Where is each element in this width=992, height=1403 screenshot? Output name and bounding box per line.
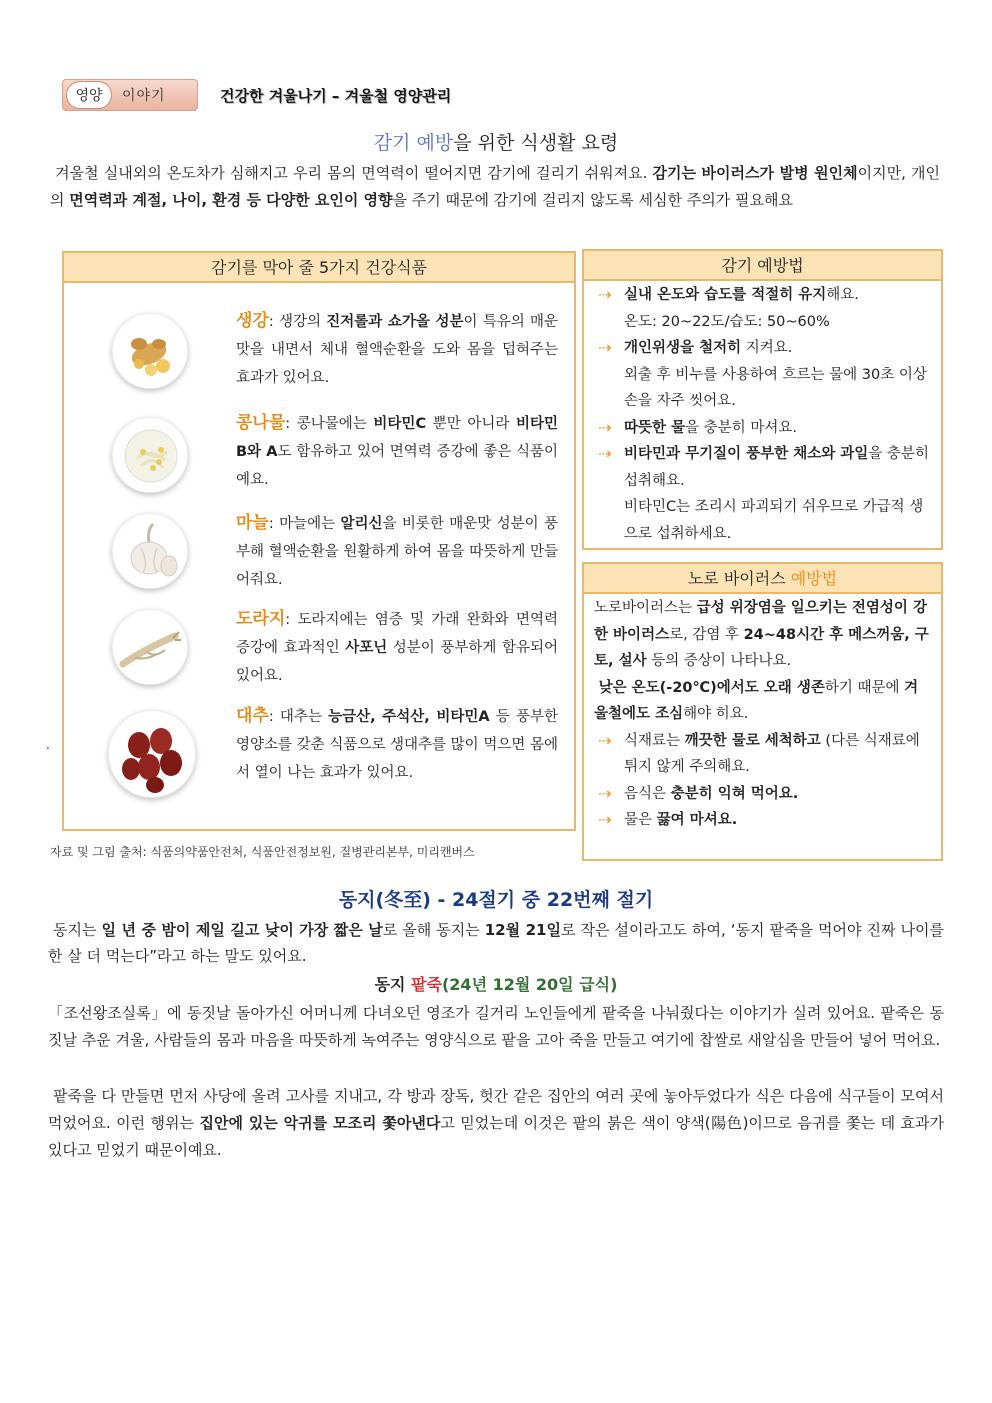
list-item bbox=[594, 335, 931, 362]
jujube-image bbox=[108, 710, 196, 798]
dongji-paragraph bbox=[48, 917, 944, 969]
dongji-text: 동지는 bbox=[53, 921, 102, 939]
list-text: 음식은 bbox=[624, 785, 671, 802]
list-item bbox=[594, 441, 931, 494]
food-text: : 생강의 bbox=[268, 314, 327, 330]
food-text: : 도라지에는 염증 및 가래 완화와 면역력 증강에 효과적인 bbox=[236, 612, 558, 656]
food-text: : 마늘에는 bbox=[268, 516, 341, 532]
noro-text: 해야 히요. bbox=[683, 706, 749, 722]
noro-bold: 24~48시간 후 메스꺼움, 구토, 설사 bbox=[594, 626, 929, 669]
food-text: 등 풍부한 영양소를 갖춘 식품으로 생대추를 많이 먹으면 몸에서 열이 나는 효과가 있어요. bbox=[236, 709, 559, 781]
arrow-right-icon: ⇢ bbox=[598, 285, 612, 304]
arrow-right-icon: ⇢ bbox=[598, 783, 612, 803]
noro-bold: 급성 위장염을 일으키는 전염성이 강한 바이러스 bbox=[594, 600, 927, 643]
nutrition-story-tag bbox=[62, 79, 198, 111]
noro-bold: 겨울철에도 조심 bbox=[594, 679, 919, 722]
bellflower-root-description bbox=[236, 605, 558, 690]
food-item-bean-sprouts bbox=[64, 405, 574, 505]
dongji-bold: 12월 21일 bbox=[484, 921, 561, 939]
food-name-garlic: 마늘 bbox=[236, 513, 269, 533]
ginger-description bbox=[236, 307, 558, 392]
noro-text: 등의 증상이 나타나요. bbox=[646, 653, 792, 669]
garlic-description bbox=[236, 509, 558, 594]
ginger-image bbox=[112, 313, 188, 389]
food-item-garlic bbox=[64, 505, 574, 605]
bean-sprouts-image bbox=[112, 417, 188, 493]
food-text: : 대추는 bbox=[268, 709, 329, 725]
list-item bbox=[594, 728, 931, 781]
food-text: 을 비롯한 매운맛 성분이 풍부해 혈액순환을 원활하게 하여 몸을 따뜻하게 만들어줘요. bbox=[236, 516, 558, 588]
garlic-image bbox=[112, 513, 188, 589]
subsection-title-red-bean-porridge bbox=[0, 972, 992, 995]
bean-sprouts-description bbox=[236, 409, 558, 494]
arrow-right-icon: ⇢ bbox=[598, 730, 612, 750]
noro-heading-a: 노로 바이러스 bbox=[687, 569, 791, 588]
bellflower-root-image bbox=[112, 609, 188, 685]
custom-text: 팥죽을 다 만들면 먼저 사당에 올려 고사를 지내고, 각 방과 장독, 헛간 같은 집안의 여러 곳에 놓아두었다가 식은 다음에 식구들이 모여서 먹었어요. 이런 행위는 bbox=[48, 1087, 944, 1132]
porridge-history-paragraph: 「조선왕조실록」에 동짓날 돌아가신 어머니께 다녀오던 영조가 길거리 노인들에게 팥죽을 나눠줬다는 이야기가 실려 있어요. 팥죽은 동짓날 추운 겨울, 사람들의 몸과 마음을 따뜻하게 녹여주는 영양식으로 팥을 고아 죽을 만들고 여기에 찹쌀로 새알심을 만들어 넣어 먹어요. bbox=[48, 1004, 944, 1049]
dongji-bold: 일 년 중 밤이 제일 길고 낮이 가장 짧은 날 bbox=[101, 921, 383, 939]
noro-bold: 낮은 온도(-20℃)에서도 오래 생존 bbox=[598, 679, 825, 696]
food-bold: 능금산, 주석산, 비타민A bbox=[328, 709, 490, 725]
tag-label-circle: 영양 bbox=[66, 81, 112, 109]
norovirus-box bbox=[582, 562, 943, 861]
list-text: 식재료는 bbox=[624, 732, 685, 749]
title-accent: 감기 예방 bbox=[373, 132, 454, 154]
food-text: : 콩나물에는 bbox=[285, 416, 374, 432]
norovirus-list bbox=[584, 594, 941, 834]
food-text: 뿐만 아니라 bbox=[426, 416, 516, 432]
food-item-jujube bbox=[64, 698, 574, 798]
list-bold: 비타민과 무기질이 풍부한 채소와 과일 bbox=[624, 446, 869, 462]
list-item bbox=[594, 781, 931, 808]
noro-text: 노로바이러스는 bbox=[594, 600, 697, 616]
list-item bbox=[594, 282, 931, 309]
cold-prevention-box bbox=[582, 249, 943, 550]
food-item-ginger bbox=[64, 303, 574, 403]
list-text: 지켜요. bbox=[741, 340, 793, 356]
arrow-right-icon: ⇢ bbox=[598, 417, 612, 437]
intro-bold-2: 면역력과 계절, 나이, 환경 등 다양한 요인이 영향 bbox=[69, 191, 393, 209]
list-item bbox=[594, 807, 931, 834]
header-title: 건강한 겨울나기 – 겨울철 영양관리 bbox=[220, 86, 452, 105]
arrow-right-icon: ⇢ bbox=[598, 810, 612, 829]
food-bold: 사포닌 bbox=[345, 640, 388, 656]
list-bold: 끓여 마셔요. bbox=[656, 812, 738, 828]
sub-title-b: 팥죽 bbox=[411, 975, 442, 994]
noro-text: 로, 감염 후 bbox=[669, 626, 744, 643]
food-name-bellflower-root: 도라지 bbox=[236, 609, 286, 629]
jujube-description bbox=[236, 702, 558, 787]
noro-paragraph-1 bbox=[594, 595, 931, 675]
food-text: 도 함유하고 있어 면역력 증강에 좋은 식품이예요. bbox=[236, 444, 558, 488]
food-bold: 진저롤과 쇼가올 성분 bbox=[326, 314, 464, 330]
noro-paragraph-2 bbox=[594, 675, 931, 728]
list-bold: 개인위생을 철저히 bbox=[624, 340, 742, 356]
list-subtext: 비타민C는 조리시 파괴되기 쉬우므로 가급적 생으로 섭취하세요. bbox=[624, 499, 924, 542]
food-bold: 비타민C bbox=[373, 416, 427, 432]
dongji-text: 로 작은 설이라고도 하여, ‘동지 팥죽을 먹어야 진짜 나이를 한 살 더 먹는다”라고 하는 말도 있어요. bbox=[48, 921, 944, 965]
list-text: (다른 식재료에 튀지 않게 주의해요. bbox=[624, 732, 920, 775]
list-bold: 따뜻한 물 bbox=[624, 419, 686, 436]
header bbox=[62, 78, 451, 112]
sub-title-c: (24년 12월 20일 급식) bbox=[441, 975, 618, 994]
noro-heading-b: 예방법 bbox=[790, 569, 838, 588]
list-text: 을 충분히 섭취해요. bbox=[624, 446, 929, 489]
intro-text-3: 을 주기 때문에 감기에 걸리지 않도록 세심한 주의가 필요해요 bbox=[392, 191, 793, 209]
food-name-jujube: 대추 bbox=[236, 706, 269, 726]
list-bold: 충분히 익혀 먹어요. bbox=[670, 785, 799, 802]
list-subtext: 외출 후 비누를 사용하여 흐르는 물에 30초 이상 손을 자주 씻어요. bbox=[624, 366, 927, 409]
section-title-cold-prevention bbox=[0, 128, 992, 155]
tag-label-text: 이야기 bbox=[122, 88, 166, 104]
intro-bold-1: 감기는 바이러스가 발병 원인체 bbox=[652, 164, 858, 182]
noro-text: 하기 때문에 bbox=[824, 679, 905, 696]
food-name-ginger: 생강 bbox=[236, 311, 269, 331]
arrow-right-icon: ⇢ bbox=[598, 338, 612, 357]
list-text: 을 충분히 마셔요. bbox=[685, 419, 797, 436]
title-rest: 을 위한 식생활 요령 bbox=[453, 132, 619, 154]
stray-dot: . bbox=[46, 738, 50, 752]
food-item-bellflower-root bbox=[64, 601, 574, 701]
source-credit: 자료 및 그림 출처: 식품의약품안전처, 식품안전정보원, 질병관리본부, 미리캔버스 bbox=[50, 845, 475, 859]
food-bold: 알리신 bbox=[340, 516, 383, 532]
healthy-foods-heading: 감기를 막아 줄 5가지 건강식품 bbox=[64, 253, 574, 283]
sub-title-a: 동지 bbox=[374, 975, 412, 994]
healthy-foods-box bbox=[62, 251, 576, 831]
norovirus-heading bbox=[584, 564, 941, 594]
food-name-bean-sprouts: 콩나물 bbox=[236, 413, 286, 433]
list-item bbox=[594, 415, 931, 442]
list-bold: 깨끗한 물로 세척하고 bbox=[684, 732, 821, 749]
food-text: 이 특유의 매운맛을 내면서 체내 혈액순환을 도와 몸을 덥혀주는 효과가 있어요. bbox=[236, 314, 558, 386]
arrow-right-icon: ⇢ bbox=[598, 444, 612, 463]
list-text: 해요. bbox=[826, 287, 859, 303]
list-subtext: 온도: 20~22도/습도: 50~60% bbox=[624, 313, 830, 330]
food-bold: 비타민B와 A bbox=[236, 416, 558, 460]
intro-text-2: 이지만, 개인의 bbox=[50, 164, 940, 209]
cold-prevention-heading: 감기 예방법 bbox=[584, 251, 941, 281]
custom-text: 고 믿었는데 이것은 팥의 붉은 색이 양색(陽色)이므로 음귀를 쫓는 데 효과가 있다고 믿었기 때문이예요. bbox=[48, 1114, 945, 1159]
custom-bold: 집안에 있는 악귀를 모조리 쫓아낸다 bbox=[199, 1114, 441, 1132]
porridge-custom-paragraph bbox=[48, 1083, 944, 1164]
intro-text-1: 겨울철 실내외의 온도차가 심해지고 우리 몸의 면역력이 떨어지면 감기에 걸리기 쉬워져요. bbox=[55, 164, 653, 182]
dongji-text: 로 올해 동지는 bbox=[382, 921, 485, 939]
intro-paragraph bbox=[50, 160, 940, 214]
list-bold: 실내 온도와 습도를 적절히 유지 bbox=[624, 287, 827, 303]
list-text: 물은 bbox=[624, 812, 657, 828]
section-title-dongji: 동지(冬至) - 24절기 중 22번째 절기 bbox=[338, 889, 654, 911]
food-text: 성분이 풍부하게 함유되어 있어요. bbox=[236, 640, 558, 684]
cold-prevention-list bbox=[584, 281, 941, 547]
